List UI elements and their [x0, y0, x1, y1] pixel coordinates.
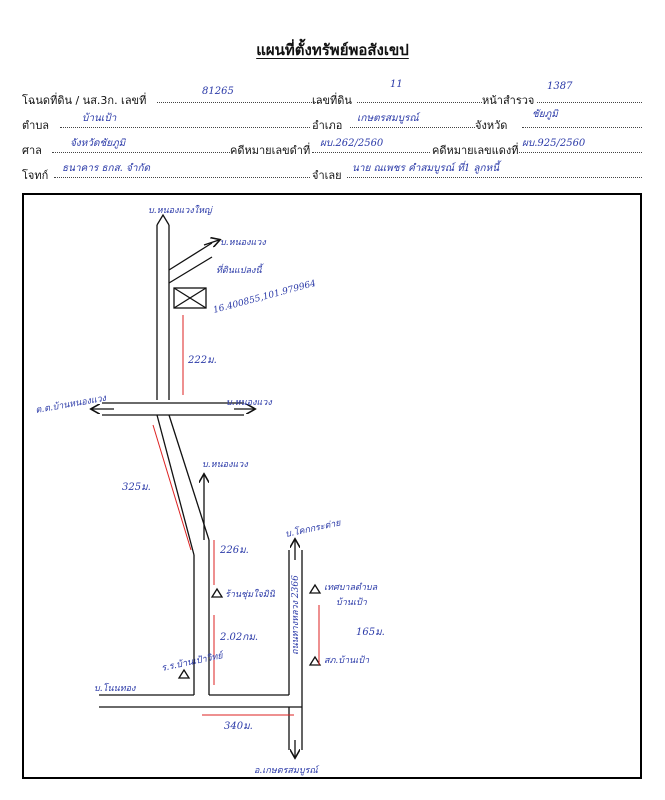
- arrow: [204, 240, 219, 245]
- landmark-4: ร.ร.บ้านเป้าวิทย์: [160, 651, 224, 674]
- form-row-parties: [22, 163, 642, 181]
- defendant-label: จำเลย: [312, 169, 342, 182]
- coordinates: 16.400855,101.979964: [212, 278, 318, 316]
- plot-cross: [174, 288, 206, 308]
- road-label-top: บ.หนองแวงใหญ่: [148, 206, 212, 216]
- landmark-1: ร้านชุ่มใจมินิ: [225, 590, 275, 600]
- deed-label: โฉนดที่ดิน / นส.3ก. เลขที่: [22, 94, 147, 107]
- defendant-value: นาย ณเพชร คำสมบูรณ์ ที่1 ลูกหนี้: [352, 163, 500, 174]
- form-row-case: [22, 138, 642, 156]
- court-label: ศาล: [22, 144, 42, 157]
- distance-4: 2.02กม.: [220, 632, 259, 643]
- distance-3: 226ม.: [220, 545, 249, 556]
- distance-marker: [153, 425, 191, 550]
- landmark-triangle: [179, 670, 189, 678]
- bottom-label: อ.เกษตรสมบูรณ์: [254, 766, 318, 776]
- road-label-top-right: บ.หนองแวง: [220, 238, 266, 248]
- distance-5: 165ม.: [356, 627, 385, 638]
- survey-label: หน้าสำรวจ: [482, 94, 535, 107]
- plot-label: ที่ดินแปลงนี้: [216, 266, 262, 276]
- plaintiff-label: โจทก์: [22, 169, 49, 182]
- province-label: จังหวัด: [475, 119, 508, 132]
- landmark-2b: บ้านเป้า: [336, 598, 367, 608]
- subdistrict-label: ตำบล: [22, 119, 50, 132]
- land-no-value: 11: [390, 79, 403, 90]
- road-bottom-left-label: บ.โนนทอง: [94, 684, 136, 694]
- district-label: อำเภอ: [312, 119, 343, 132]
- landmark-3: สภ.บ้านเป้า: [324, 656, 370, 666]
- form-row-deed: [22, 79, 642, 107]
- survey-value: 1387: [547, 81, 573, 92]
- province-value: ชัยภูมิ: [532, 109, 558, 120]
- distance-1: 222ม.: [188, 355, 217, 366]
- distance-2: 325ม.: [122, 482, 151, 493]
- landmark-triangle: [310, 585, 320, 593]
- highway-label: ถนนทางหลวง 2366: [291, 575, 301, 655]
- road-mid-label: บ.หนองแวง: [202, 460, 248, 470]
- deed-value: 81265: [202, 86, 234, 97]
- black-case-value: ผบ.262/2560: [320, 138, 384, 149]
- distance-6: 340ม.: [224, 721, 253, 732]
- road-branch: [169, 257, 212, 283]
- landmark-2a: เทศบาลตำบล: [324, 583, 378, 593]
- form-row-location: [22, 109, 642, 132]
- road-right-top-label: บ.โคกกระต่าย: [284, 518, 342, 540]
- page-title: แผนที่ตั้งทรัพย์พอสังเขป: [256, 41, 409, 59]
- location-map: [22, 193, 642, 779]
- subdistrict-value: บ้านเป้า: [82, 113, 117, 124]
- junction-right-label: บ.หนองแวง: [226, 398, 272, 408]
- road-end: [157, 215, 169, 225]
- road-branch: [169, 243, 212, 270]
- red-case-label: คดีหมายเลขแดงที่: [432, 144, 519, 157]
- landmark-triangle: [212, 589, 222, 597]
- road-line: [169, 415, 209, 540]
- black-case-label: คดีหมายเลขดำที่: [230, 144, 311, 157]
- map-drawing: [24, 195, 640, 777]
- red-case-value: ผบ.925/2560: [522, 138, 586, 149]
- district-value: เกษตรสมบูรณ์: [357, 113, 419, 124]
- land-no-label: เลขที่ดิน: [312, 94, 352, 107]
- junction-left-label: ต.ต.บ้านหนองแวง: [34, 393, 107, 416]
- plaintiff-value: ธนาคาร ธกส. จำกัด: [62, 163, 151, 174]
- court-value: จังหวัดชัยภูมิ: [70, 138, 126, 149]
